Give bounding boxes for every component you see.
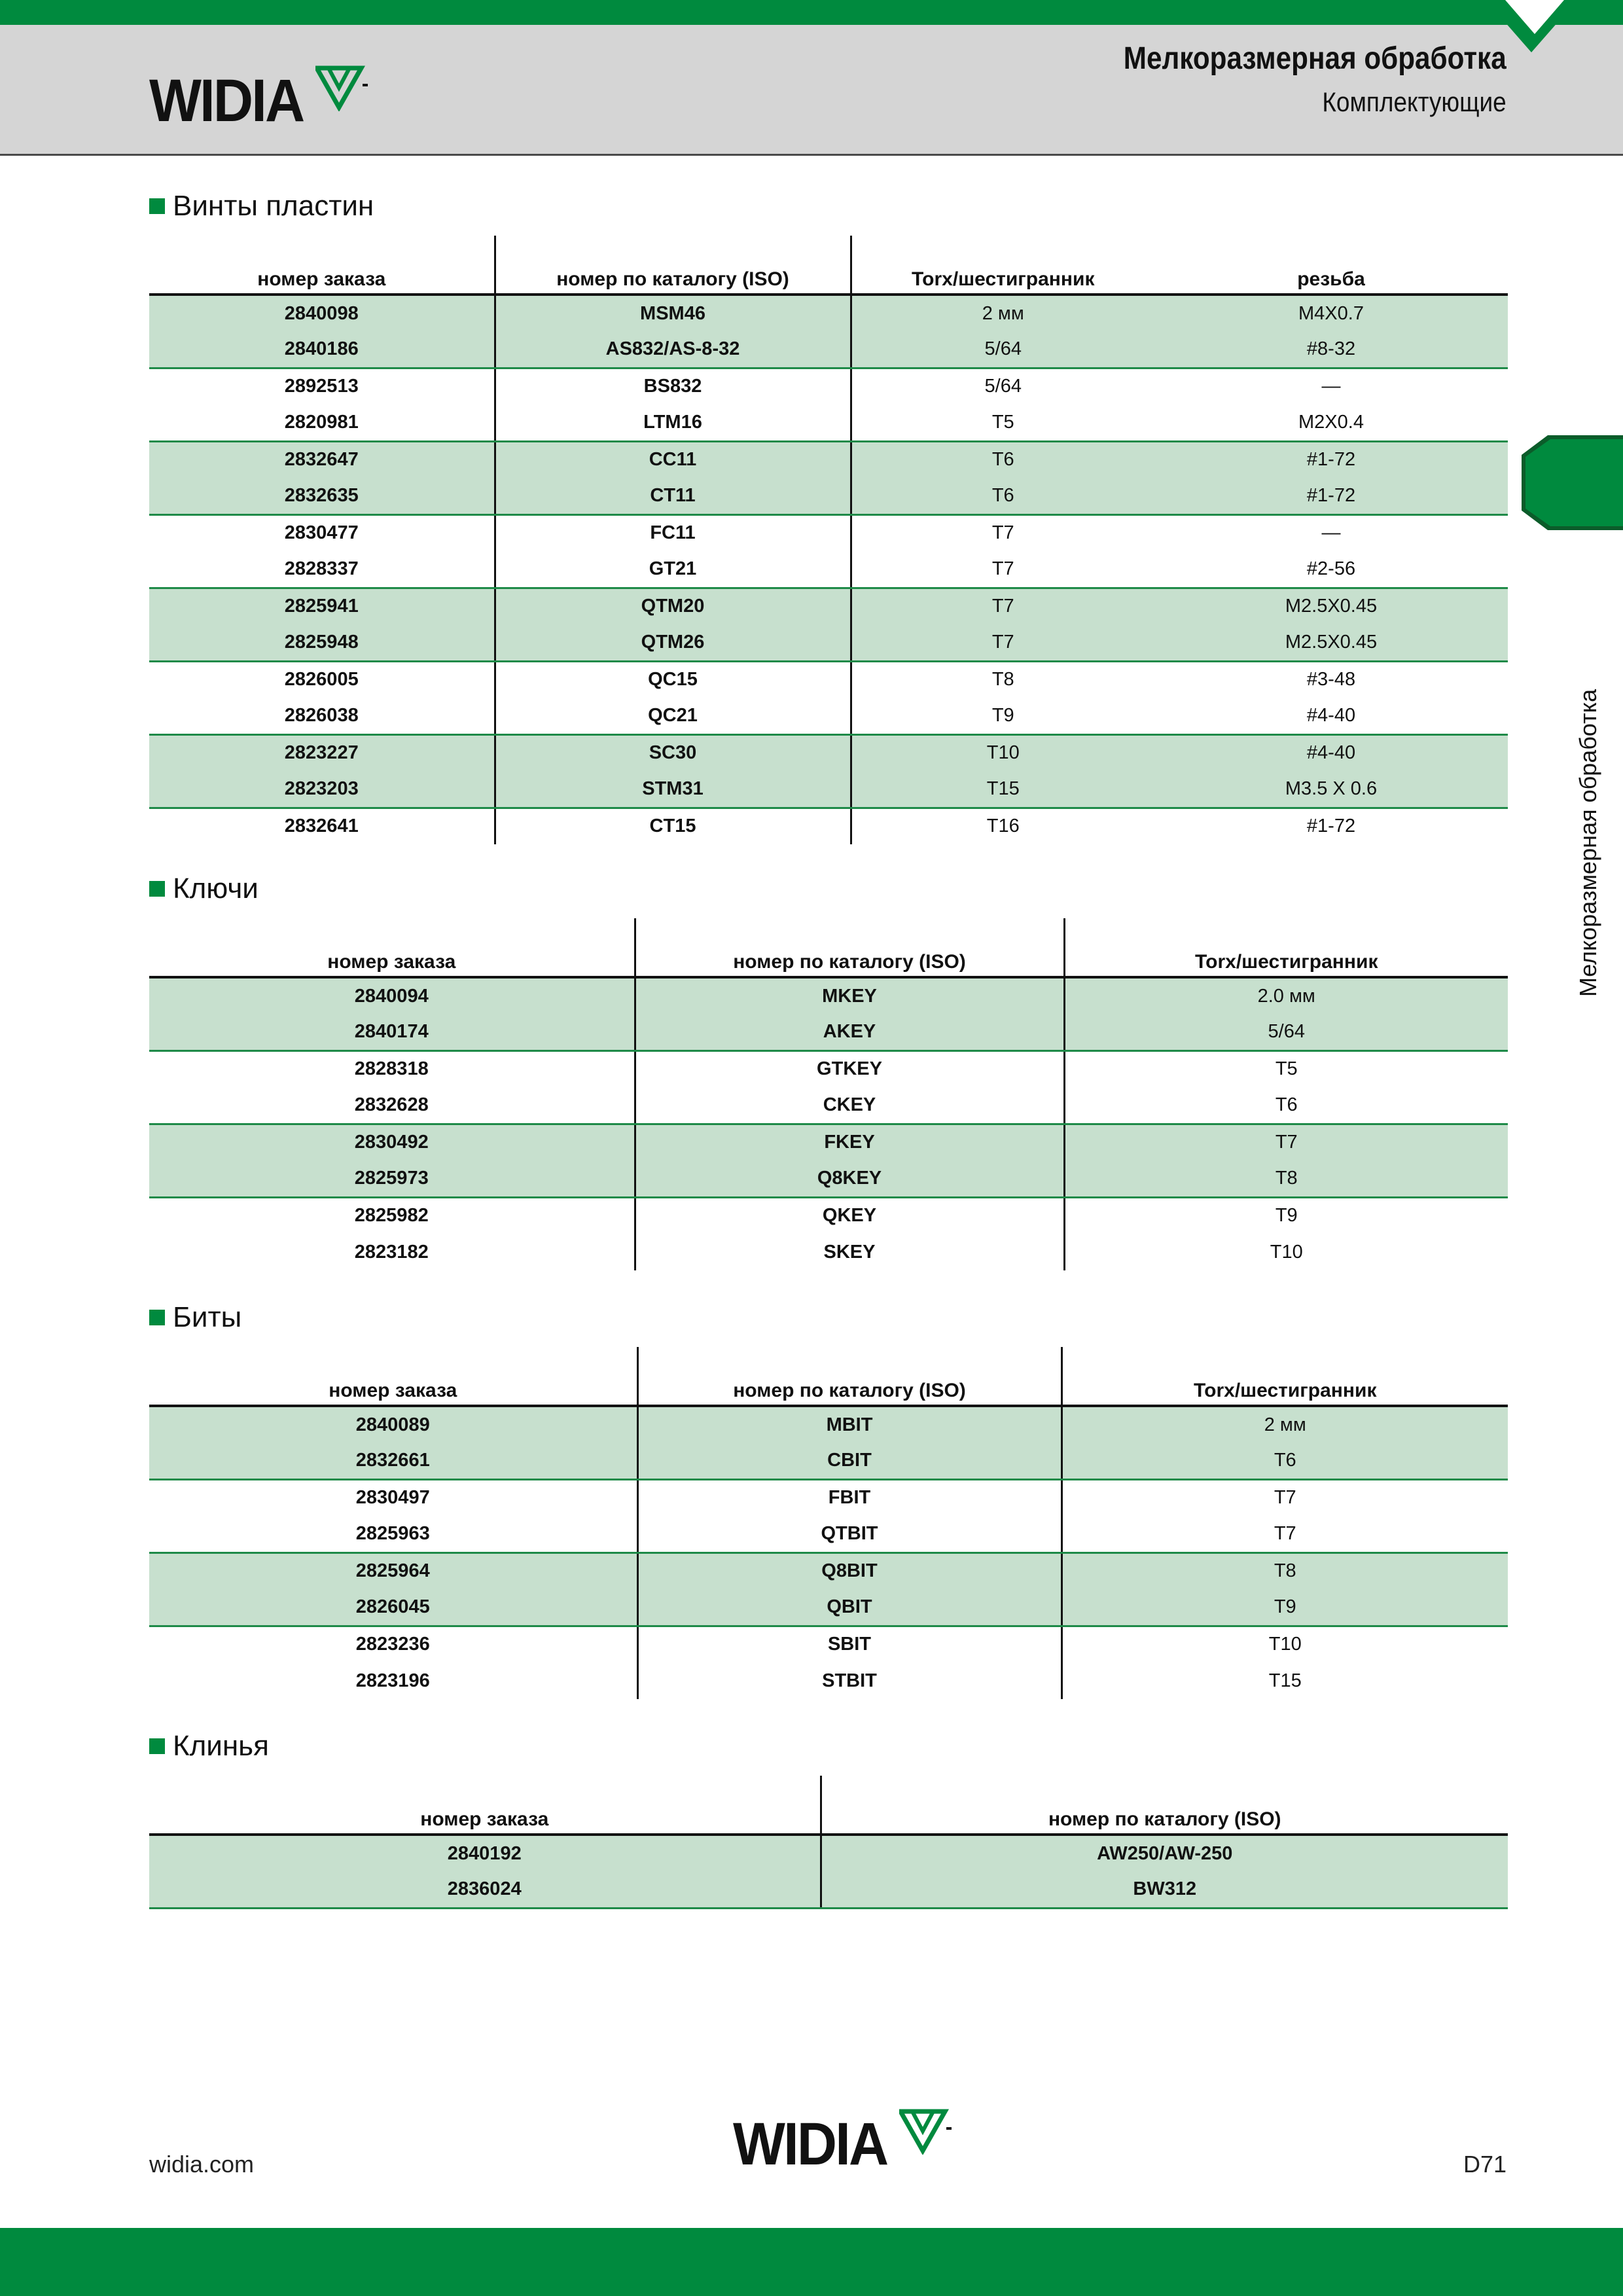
- table-cell: #1-72: [1154, 478, 1508, 514]
- table-cell: 2825941: [149, 588, 495, 624]
- table-cell: 2825948: [149, 624, 495, 661]
- bottom-green-stripe: [0, 2228, 1623, 2296]
- table-cell: AS832/AS-8-32: [495, 331, 851, 368]
- table-cell: T7: [851, 624, 1154, 661]
- table-cell: T16: [851, 808, 1154, 844]
- column-header: номер заказа: [149, 1776, 821, 1835]
- column-header: номер по каталогу (ISO): [821, 1776, 1508, 1835]
- table-row: [149, 1871, 1508, 1908]
- table-cell: 2820981: [149, 404, 495, 441]
- table-cell: #2-56: [1154, 551, 1508, 588]
- table-row: [149, 698, 1508, 734]
- column-header: номер по каталогу (ISO): [637, 1347, 1061, 1406]
- column-header: Torx/шестигранник: [851, 236, 1154, 295]
- table-row: [149, 295, 1508, 331]
- table-row: [149, 1835, 1508, 1871]
- green-square-bullet-icon: [149, 1738, 165, 1754]
- table-cell: T6: [851, 441, 1154, 478]
- table-cell: 2830477: [284, 522, 359, 544]
- table-cell: T5: [1064, 1050, 1508, 1087]
- table-cell: M4X0.7: [1154, 295, 1508, 331]
- table-row: [149, 977, 1508, 1014]
- table-cell: QTBIT: [637, 1516, 1061, 1552]
- table-cell: STM31: [495, 771, 851, 808]
- table-cell: T15: [851, 771, 1154, 808]
- footer-widia-logo: [733, 2109, 953, 2178]
- table-cell: FKEY: [635, 1124, 1064, 1160]
- table-cell: BS832: [495, 368, 851, 404]
- table-cell: —: [1321, 522, 1341, 544]
- widia-logo: [149, 65, 369, 134]
- table-row: [149, 1589, 1508, 1626]
- table-cell: 5/64: [851, 368, 1154, 404]
- table-cell: 2840186: [149, 331, 495, 368]
- table-header-row: [149, 1347, 1508, 1406]
- table-row: [149, 1124, 1508, 1160]
- table-cell: 5/64: [851, 331, 1154, 368]
- table-cell: 2823227: [149, 734, 495, 771]
- table-cell: 5/64: [1064, 1014, 1508, 1050]
- table-cell: 2826038: [149, 698, 495, 734]
- table-cell: M3.5 X 0.6: [1154, 771, 1508, 808]
- table-cell: 2836024: [149, 1871, 821, 1908]
- screws-table: [149, 236, 1508, 844]
- table-cell: 2825982: [354, 1205, 429, 1227]
- wedges-table: [149, 1776, 1508, 1909]
- table-cell: —: [1321, 376, 1341, 397]
- column-header: Torx/шестигранник: [1064, 918, 1508, 977]
- table-cell: 2832661: [149, 1443, 637, 1479]
- table-cell: 2840174: [149, 1014, 635, 1050]
- table-row: [149, 1014, 1508, 1050]
- table-cell: SBIT: [637, 1626, 1061, 1662]
- bits-table: [149, 1347, 1508, 1699]
- table-cell: Q8BIT: [637, 1552, 1061, 1589]
- table-cell: #1-72: [1306, 816, 1356, 837]
- table-cell: QC15: [495, 661, 851, 698]
- logo-wordmark: WIDIA: [149, 67, 304, 134]
- table-row: [149, 1662, 1508, 1699]
- table-cell: GTKEY: [635, 1050, 1064, 1087]
- table-row: [149, 441, 1508, 478]
- table-cell: 2823196: [355, 1670, 430, 1691]
- table-cell: M2.5X0.45: [1154, 588, 1508, 624]
- table-cell: 2832635: [149, 478, 495, 514]
- side-tab-label: Мелкоразмерная обработка: [1575, 689, 1601, 997]
- table-cell: 2825973: [149, 1160, 635, 1197]
- column-header: резьба: [1154, 236, 1508, 295]
- table-cell: CC11: [495, 441, 851, 478]
- table-cell: T10: [1064, 1234, 1508, 1270]
- table-row: [149, 1516, 1508, 1552]
- table-cell: T6: [851, 478, 1154, 514]
- table-cell: 2.0 мм: [1064, 977, 1508, 1014]
- page-number: D71: [1463, 2151, 1507, 2178]
- table-cell: 2 мм: [1061, 1406, 1508, 1443]
- table-row: [149, 1234, 1508, 1270]
- table-cell: 2832647: [149, 441, 495, 478]
- table-cell: T7: [1061, 1479, 1508, 1516]
- table-cell: QKEY: [635, 1197, 1064, 1234]
- table-cell: 2823182: [354, 1241, 429, 1263]
- table-cell: MBIT: [637, 1406, 1061, 1443]
- table-row: [149, 1406, 1508, 1443]
- table-cell: SKEY: [635, 1234, 1064, 1270]
- table-cell: T8: [851, 661, 1154, 698]
- table-cell: QTM26: [495, 624, 851, 661]
- table-row: [149, 734, 1508, 771]
- table-cell: 2892513: [284, 376, 359, 397]
- table-cell: BW312: [821, 1871, 1508, 1908]
- table-row: [149, 1197, 1508, 1234]
- table-cell: T9: [851, 698, 1154, 734]
- table-cell: 2830492: [149, 1124, 635, 1160]
- table-cell: T8: [1061, 1552, 1508, 1589]
- table-row: [149, 478, 1508, 514]
- side-tab-marker: [1522, 435, 1623, 530]
- table-cell: T5: [851, 404, 1154, 441]
- page-subtitle: Комплектующие: [1322, 86, 1507, 117]
- widia-triangle-icon: [315, 65, 369, 111]
- table-row: [149, 1050, 1508, 1087]
- table-cell: T7: [851, 551, 1154, 588]
- green-square-bullet-icon: [149, 1310, 165, 1325]
- table-cell: CKEY: [635, 1087, 1064, 1124]
- section-title-wedges: [149, 1730, 269, 1763]
- column-header: Torx/шестигранник: [1061, 1347, 1508, 1406]
- table-row: [149, 1087, 1508, 1124]
- column-header: номер заказа: [149, 1347, 637, 1406]
- table-cell: LTM16: [495, 404, 851, 441]
- table-cell: 2823236: [355, 1634, 430, 1655]
- table-cell: T7: [1061, 1516, 1508, 1552]
- table-cell: #4-40: [1154, 734, 1508, 771]
- table-row: [149, 514, 1508, 551]
- table-cell: 2825963: [149, 1516, 637, 1552]
- table-row: [149, 331, 1508, 368]
- column-header: номер по каталогу (ISO): [495, 236, 851, 295]
- table-row: [149, 404, 1508, 441]
- table-row: [149, 1552, 1508, 1589]
- table-row: [149, 368, 1508, 404]
- table-row: [149, 1479, 1508, 1516]
- green-square-bullet-icon: [149, 198, 165, 214]
- table-cell: 2825964: [149, 1552, 637, 1589]
- table-cell: 2823203: [149, 771, 495, 808]
- table-cell: T6: [1064, 1087, 1508, 1124]
- section-title-screws: [149, 190, 374, 223]
- table-cell: 2832628: [149, 1087, 635, 1124]
- table-cell: MKEY: [635, 977, 1064, 1014]
- keys-table: [149, 918, 1508, 1270]
- section-title-text: Клинья: [173, 1730, 269, 1762]
- table-cell: M2.5X0.45: [1154, 624, 1508, 661]
- table-cell: 2826045: [149, 1589, 637, 1626]
- table-cell: T7: [851, 514, 1154, 551]
- table-cell: FC11: [495, 514, 851, 551]
- table-cell: AKEY: [635, 1014, 1064, 1050]
- table-cell: 2832641: [284, 816, 359, 837]
- green-square-bullet-icon: [149, 881, 165, 897]
- table-cell: M2X0.4: [1154, 404, 1508, 441]
- table-cell: T8: [1064, 1160, 1508, 1197]
- section-title-keys: [149, 872, 259, 905]
- table-cell: 2 мм: [851, 295, 1154, 331]
- section-title-bits: [149, 1301, 241, 1334]
- table-cell: 2840089: [149, 1406, 637, 1443]
- table-cell: Q8KEY: [635, 1160, 1064, 1197]
- table-cell: GT21: [495, 551, 851, 588]
- table-cell: QBIT: [637, 1589, 1061, 1626]
- table-cell: CT11: [495, 478, 851, 514]
- logo-wordmark: WIDIA: [733, 2111, 887, 2178]
- table-cell: T10: [851, 734, 1154, 771]
- table-cell: T9: [1064, 1197, 1508, 1234]
- table-cell: QC21: [495, 698, 851, 734]
- table-cell: T9: [1061, 1589, 1508, 1626]
- table-cell: #4-40: [1154, 698, 1508, 734]
- table-cell: #1-72: [1154, 441, 1508, 478]
- table-cell: T15: [1061, 1662, 1508, 1699]
- column-header: номер по каталогу (ISO): [635, 918, 1064, 977]
- table-cell: T7: [1064, 1124, 1508, 1160]
- table-cell: #3-48: [1306, 669, 1356, 691]
- table-cell: T10: [1061, 1626, 1508, 1662]
- column-header: номер заказа: [149, 236, 495, 295]
- table-row: [149, 551, 1508, 588]
- table-header-row: [149, 1776, 1508, 1835]
- table-cell: QTM20: [495, 588, 851, 624]
- section-title-text: Ключи: [173, 872, 259, 905]
- table-cell: FBIT: [637, 1479, 1061, 1516]
- table-cell: #8-32: [1154, 331, 1508, 368]
- table-cell: 2840094: [149, 977, 635, 1014]
- table-cell: 2840098: [149, 295, 495, 331]
- table-cell: CT15: [495, 808, 851, 844]
- table-row: [149, 624, 1508, 661]
- table-row: [149, 1160, 1508, 1197]
- table-cell: 2830497: [355, 1487, 430, 1509]
- section-title-text: Биты: [173, 1301, 242, 1333]
- table-cell: 2840192: [149, 1835, 821, 1871]
- table-header-row: [149, 236, 1508, 295]
- table-cell: 2826005: [284, 669, 359, 691]
- section-title-text: Винты пластин: [173, 190, 374, 222]
- table-row: [149, 1626, 1508, 1662]
- table-cell: T7: [851, 588, 1154, 624]
- table-cell: STBIT: [637, 1662, 1061, 1699]
- footer-website-link[interactable]: widia.com: [149, 2151, 255, 2178]
- table-header-row: [149, 918, 1508, 977]
- page-title: Мелкоразмерная обработка: [1124, 41, 1507, 76]
- table-cell: AW250/AW-250: [821, 1835, 1508, 1871]
- table-row: [149, 771, 1508, 808]
- table-row: [149, 588, 1508, 624]
- top-green-stripe: [0, 0, 1623, 25]
- table-cell: 2828337: [149, 551, 495, 588]
- table-row: [149, 808, 1508, 844]
- table-row: [149, 661, 1508, 698]
- table-cell: SC30: [495, 734, 851, 771]
- table-cell: 2828318: [354, 1058, 429, 1080]
- column-header: номер заказа: [149, 918, 635, 977]
- table-cell: T6: [1061, 1443, 1508, 1479]
- widia-triangle-icon: [899, 2109, 953, 2155]
- table-cell: MSM46: [495, 295, 851, 331]
- table-cell: CBIT: [637, 1443, 1061, 1479]
- table-row: [149, 1443, 1508, 1479]
